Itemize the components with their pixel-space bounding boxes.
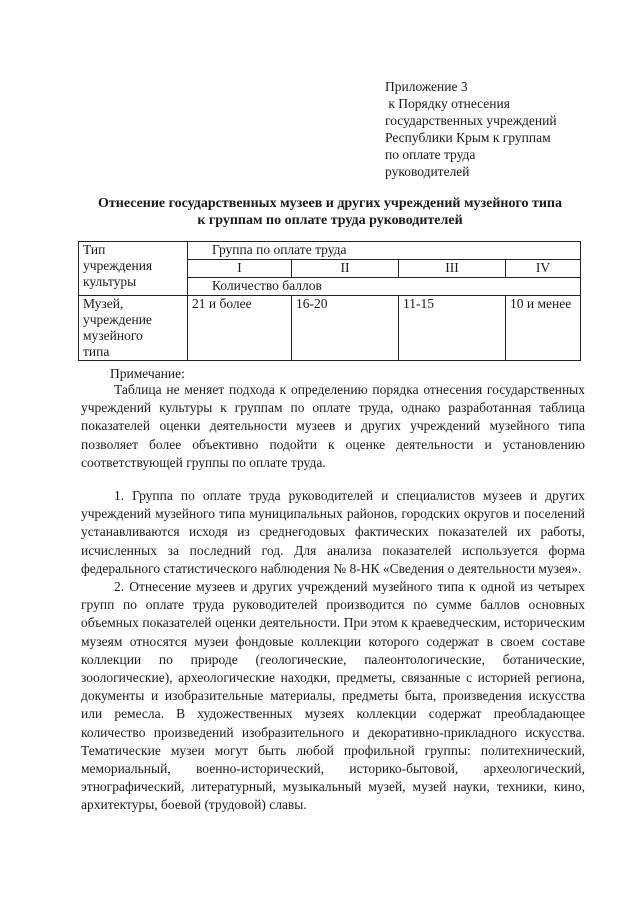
group-table <box>78 241 581 361</box>
appendix-reference <box>385 78 615 180</box>
row-label-line: учреждение <box>83 312 152 327</box>
appendix-line: государственных учреждений <box>385 113 557 128</box>
row-label-line: типа <box>83 344 110 359</box>
type-header-line: учреждения <box>83 258 153 273</box>
paragraph-2: 2. Отнесение музеев и других учреждений музейного типа к одной из четырех групп по оплате труда руководителей производится по сумме баллов основных объемных показателей оценки деятельности. При этом к краеведческим, историческим музеям относятся музеи фондовые коллекции которого содержат в своем составе коллекции по природе (геологические, палеонтологические, ботанические, зоологические), археологические находки, предметы, связанные с историей региона, документы и изобразительные материалы, предметы быта, произведения искусства или ремесла. В художественных музеях коллекции содержат преобладающее количество произведений изобразительного и декоративно-прикладного искусства. Тематические музеи могут быть любой профильной группы: политехнический, мемориальный, военно-исторический, историко-бытовой, археологический, этнографический, литературный, музыкальный музей, музей науки, техники, кино, архитектуры, боевой (трудовой) славы. <box>81 579 585 813</box>
score-header: Количество баллов <box>212 278 322 293</box>
paragraph-1: 1. Группа по оплате труда руководителей и специалистов музеев и других учреждений музейного типа муниципальных районов, городских округов и поселений устанавливаются исходя из среднегодовых фактических показателей их работы, исчисленных за последний год. Для анализа показателей используется форма федерального статистического наблюдения № 8-НК «Сведения о деятельности музея». <box>81 488 585 576</box>
group-i-score: 21 и более <box>188 296 292 361</box>
museum-type-cell <box>79 296 188 361</box>
type-header-cell <box>79 242 188 296</box>
group-iii-header: III <box>399 260 506 278</box>
title-line-2: к группам по оплате труда руководителей <box>197 213 463 228</box>
paragraph-1-block <box>81 487 585 578</box>
type-header-line: культуры <box>83 274 137 289</box>
row-label-line: музейного <box>83 328 143 343</box>
note-text: Таблица не меняет подхода к определению порядка отнесения государственных учреждений культуры к группам по оплате труда, однако разработанная таблица показателей оценки деятельности музеев и других учреждений музейного типа позволяет более объективно подойти к оценке деятельности и установлению соответствующей группы по оплате труда. <box>81 382 585 470</box>
group-i-header: I <box>188 260 292 278</box>
group-ii-header: II <box>292 260 399 278</box>
group-header-cell <box>188 242 581 260</box>
type-header-line: Тип <box>83 242 106 257</box>
group-header: Группа по оплате труда <box>212 242 347 257</box>
document-title <box>60 195 600 229</box>
note-text-block <box>81 381 585 472</box>
title-line-1: Отнесение государственных музеев и других учреждений музейного типа <box>97 196 562 211</box>
appendix-line: Республики Крым к группам <box>385 130 551 145</box>
appendix-line: к Порядку отнесения <box>385 96 510 111</box>
score-header-cell <box>188 278 581 296</box>
group-iv-header: IV <box>506 260 581 278</box>
group-ii-score: 16-20 <box>292 296 399 361</box>
appendix-line: руководителей <box>385 164 470 179</box>
row-label-line: Музей, <box>83 296 124 311</box>
note-label: Примечание: <box>110 366 185 381</box>
group-iv-score: 10 и менее <box>506 296 581 361</box>
table-row <box>79 296 581 361</box>
paragraph-2-block <box>81 578 585 815</box>
group-iii-score: 11-15 <box>399 296 506 361</box>
appendix-line: Приложение 3 <box>385 79 468 94</box>
appendix-line: по оплате труда <box>385 147 476 162</box>
